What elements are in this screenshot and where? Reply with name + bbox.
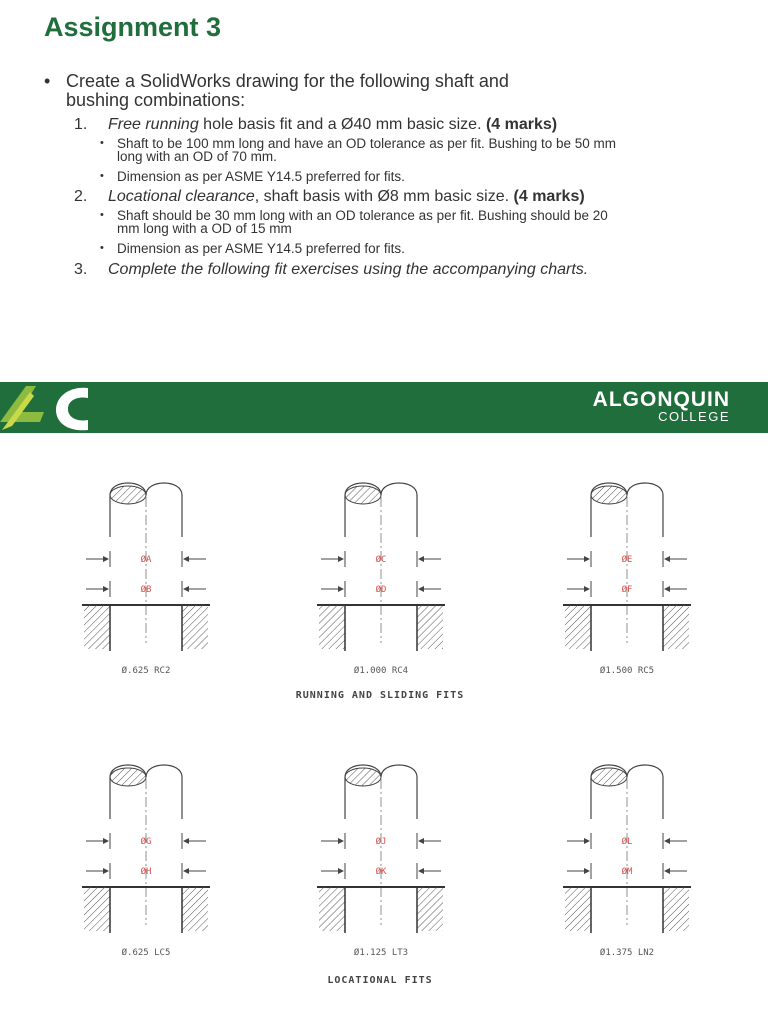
- sub-text: [117, 137, 692, 163]
- bushing-wall-left: [319, 605, 345, 649]
- bushing-wall-left: [565, 605, 591, 649]
- sub-line: Shaft to be 100 mm long and have an OD tolerance as per fit. Bushing to be 50 mm: [117, 136, 617, 151]
- fit-caption: Ø1.125 LT3: [353, 948, 409, 958]
- shaft-dimension: ØE: [621, 555, 633, 565]
- bushing-wall-left: [319, 887, 345, 931]
- item-rest: hole basis fit and a Ø40 mm basic size.: [198, 116, 486, 133]
- shaft-section: [345, 486, 381, 504]
- fit-caption: Ø1.000 RC4: [353, 666, 409, 676]
- sub-line: Dimension as per ASME Y14.5 preferred for fits.: [117, 169, 405, 184]
- ac-logo-icon: [0, 382, 110, 433]
- fit-caption: Ø.625 LC5: [121, 948, 171, 958]
- hole-dimension: ØM: [621, 867, 633, 877]
- item-number: 3.: [74, 261, 88, 278]
- sub-line: long with an OD of 70 mm.: [117, 149, 277, 164]
- item-text: [108, 261, 588, 279]
- shaft-dimension: ØG: [140, 837, 152, 847]
- sub-bullet-dot: •: [100, 170, 104, 182]
- shaft-section: [345, 768, 381, 786]
- bushing-wall-right: [182, 605, 208, 649]
- shaft-dimension: ØJ: [375, 837, 387, 847]
- bushing-wall-right: [663, 605, 689, 649]
- sub-bullet-dot: •: [100, 242, 104, 254]
- shaft-dimension: ØA: [140, 555, 152, 565]
- fit-cell: [563, 765, 691, 958]
- sub-line: Shaft should be 30 mm long with an OD tolerance as per fit. Bushing should be 20: [117, 208, 608, 223]
- bushing-wall-left: [84, 887, 110, 931]
- fit-cell: [317, 483, 445, 676]
- item-marks: (4 marks): [485, 116, 558, 133]
- fit-cell: [317, 765, 445, 958]
- shaft-section: [110, 768, 146, 786]
- bushing-wall-right: [417, 887, 443, 931]
- college-banner: [0, 382, 768, 433]
- locational-fits-heading: LOCATIONAL FITS: [327, 975, 433, 986]
- fit-caption: Ø1.500 RC5: [599, 666, 655, 676]
- fit-caption: Ø1.375 LN2: [599, 948, 655, 958]
- item-text: [108, 188, 585, 206]
- bushing-wall-left: [565, 887, 591, 931]
- hole-dimension: ØK: [375, 867, 387, 877]
- bushing-wall-right: [417, 605, 443, 649]
- fits-drawing: [0, 433, 768, 1024]
- college-name: ALGONQUIN: [592, 388, 730, 411]
- sub-text: [117, 209, 692, 235]
- shaft-dimension: ØL: [621, 837, 633, 847]
- shaft-dimension: ØC: [375, 555, 387, 565]
- sub-bullet-dot: •: [100, 209, 104, 221]
- hole-dimension: ØH: [140, 867, 152, 877]
- slide-title: Assignment 3: [44, 12, 222, 42]
- item-number: 1.: [74, 116, 88, 133]
- running-fits-heading: RUNNING AND SLIDING FITS: [295, 690, 465, 701]
- item-marks: (4 marks): [513, 188, 585, 205]
- item-rest: , shaft basis with Ø8 mm basic size.: [254, 188, 514, 205]
- bushing-wall-right: [663, 887, 689, 931]
- sub-line: Dimension as per ASME Y14.5 preferred for fits.: [117, 241, 405, 256]
- item-text: [108, 116, 557, 134]
- sub-text: [117, 242, 692, 255]
- item-number: 2.: [74, 188, 88, 205]
- college-suffix: COLLEGE: [658, 409, 730, 424]
- shaft-section: [591, 486, 627, 504]
- intro-text: [66, 72, 686, 110]
- bushing-wall-left: [84, 605, 110, 649]
- fit-cell: [82, 483, 210, 676]
- fit-caption: Ø.625 RC2: [121, 666, 171, 676]
- intro-line-2: bushing combinations:: [66, 90, 246, 110]
- item-emphasis: Complete the following fit exercises using the accompanying charts.: [108, 261, 589, 278]
- sub-bullet-dot: •: [100, 137, 104, 149]
- hole-dimension: ØF: [621, 585, 633, 595]
- fit-cell: [563, 483, 691, 676]
- bullet-dot: •: [44, 71, 51, 91]
- bushing-wall-right: [182, 887, 208, 931]
- intro-line-1: Create a SolidWorks drawing for the following shaft and: [66, 71, 509, 91]
- sub-line: mm long with a OD of 15 mm: [117, 221, 292, 236]
- fit-cell: [82, 765, 210, 958]
- hole-dimension: ØB: [140, 585, 152, 595]
- sub-text: [117, 170, 692, 183]
- item-emphasis: Free running: [108, 116, 199, 133]
- shaft-section: [591, 768, 627, 786]
- shaft-section: [110, 486, 146, 504]
- hole-dimension: ØD: [375, 585, 387, 595]
- item-emphasis: Locational clearance: [108, 188, 255, 205]
